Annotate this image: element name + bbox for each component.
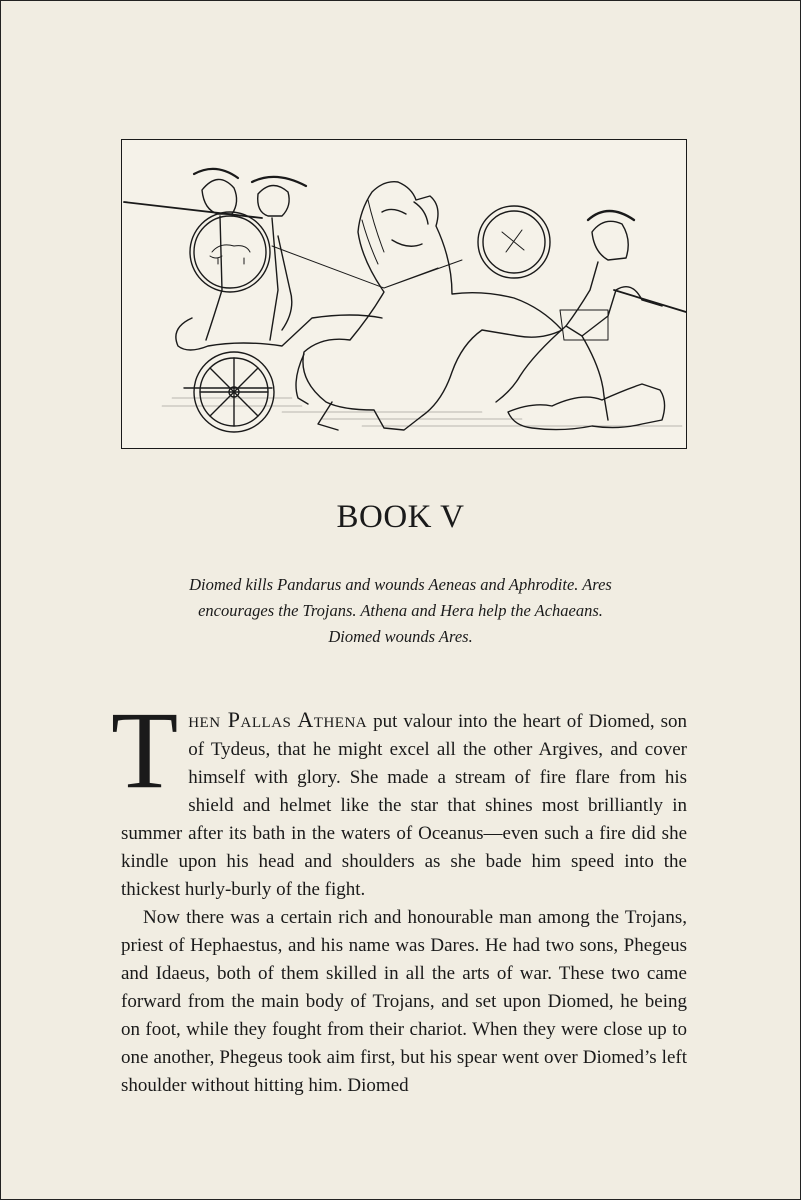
drop-cap: T <box>111 689 179 811</box>
opening-smallcaps: hen Pallas Athena <box>188 707 368 732</box>
chapter-summary <box>151 572 650 650</box>
rearing-horse <box>296 182 562 430</box>
lion-shield <box>190 212 270 292</box>
paragraph: Now there was a certain rich and honourable man among the Trojans, priest of Hephaestus, and his name was Dares. He had two sons, Phegeus and Idaeus, both of them skilled in all the arts of war. These two came forward from the main body of Trojans, and set upon Diomed, he being on foot, while they fought from their chariot. When they were close up to one another, Phegeus took aim first, but his spear went over Diomed’s left shoulder without hitting him. Diomed <box>121 907 687 1096</box>
right-shield <box>478 206 550 278</box>
chariot-body <box>176 315 382 388</box>
ground-hatching <box>162 398 682 426</box>
warrior-figures <box>194 169 306 340</box>
chariot-wheel <box>194 352 274 432</box>
chariot-battle-illustration <box>121 139 687 449</box>
summary-line: Diomed kills Pandarus and wounds Aeneas and Aphrodite. Ares <box>189 575 612 594</box>
fallen-figure <box>508 384 665 430</box>
standing-warrior <box>496 211 662 420</box>
summary-line: Diomed wounds Ares. <box>328 627 473 646</box>
warrior-spear <box>614 290 686 312</box>
charioteer-spear <box>124 202 262 218</box>
reins <box>272 246 462 288</box>
paragraph-text: put valour into the heart of Diomed, son of Tydeus, that he might excel all the other Argives, and cover himself with glory. She made a stream of fire flare from his shield and helmet like the star that shines most brilliantly in summer after its bath in the waters of Oceanus—even such a fire did she kindle upon his head and shoulders as she bade him speed into the thickest hurly-burly of the fight. <box>121 711 687 900</box>
book-title: BOOK V <box>336 499 465 535</box>
body-text <box>111 689 687 1100</box>
summary-line: encourages the Trojans. Athena and Hera help the Achaeans. <box>198 601 603 620</box>
paragraph-opening <box>111 689 687 904</box>
